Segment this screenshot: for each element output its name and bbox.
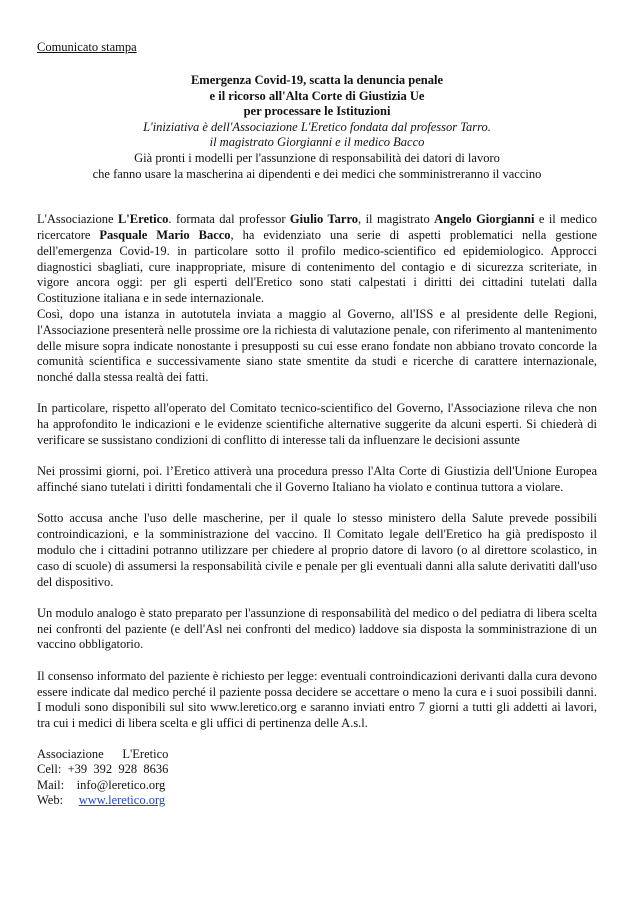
intro-text-4: e il medico ricercatore: [37, 212, 598, 242]
headline-line-3: per processare le Istituzioni: [243, 104, 391, 119]
paragraph-masks: Sotto accusa anche l'uso delle mascherine, per il quale lo stesso ministero della Salute prevede possibili controindicazioni, e la somministrazione del vaccino. Il Comitato legale dell'Eretico ha già predisposto il modulo che i cittadini potranno utilizzare per chiedere al proprio datore di lavoro (o al direttore scolastico, in caso di scuole) di assumersi la responsabilità civile e penale per gli eventuali danni alla salute derivatiti dall'uso del dispositivo.: [37, 511, 597, 589]
paragraph-consent: Il consenso informato del paziente è richiesto per legge: eventuali controindicazioni derivanti dalla cura devono essere indicate dal medico perché il paziente possa decidere se accettare o meno la cura e i suoi possibili danni. I moduli sono disponibili sul sito www.leretico.org e saranno inviati entro 7 giorni a tutti gli addetti ai lavori, tra cui i medici di libera scelta e gli uffici di pertinenza delle A.s.l.: [37, 668, 597, 731]
founder-name: Giulio Tarro: [289, 212, 359, 227]
paragraph-committee: In particolare, rispetto all'operato del Comitato tecnico-scientifico del Governo, l'Associazione rileva che non ha approfondito le indicazioni e le evidenze scientifiche alternative suggerite da alcuni esperti. Si chiederà di verificare se sussistano condizioni di conflitto di interesse tali da influenzare le decisioni assunte: [37, 401, 597, 448]
intro-text-3: , il magistrato: [358, 212, 435, 227]
contact-org-row: [37, 747, 597, 762]
association-name: L'Eretico: [117, 212, 169, 227]
magistrate-name: Angelo Giorgianni: [434, 212, 535, 227]
intro-text-5: , ha evidenziato una serie di aspetti problematici nella gestione dell'emergenza Covid-19. in particolare sotto il profilo medico-scientifico ed epidemiologico. Approcci diagnostici sbagliati, cure inappropriate, misure di contenimento del contagio e di sicurezza scriteriate, in vigore ancora oggi: per gli esperti dell'Eretico sono stati calpestati i diritti dei cittadini tutelati dalla Costituzione italiana e in sede internazionale.: [37, 227, 597, 306]
contact-web-row: [37, 793, 597, 808]
press-release-page: [37, 40, 597, 809]
headline-line-2: e il ricorso all'Alta Corte di Giustizia Ue: [209, 88, 425, 103]
subtitle-line-1: L'iniziativa è dell'Associazione L'Eretico fondata dal professor Tarro.: [143, 119, 491, 134]
contact-block: [37, 747, 597, 809]
subtitle-line-2: il magistrato Giorgianni e il medico Bacco: [209, 135, 425, 150]
summary-line-2: che fanno usare la mascherina ai dipendenti e dei medici che somministreranno il vaccino: [92, 166, 542, 181]
document-body: [37, 212, 597, 732]
document-header: [37, 73, 597, 182]
website-link[interactable]: www.leretico.org: [78, 793, 166, 808]
web-label: Web:: [37, 793, 64, 808]
contact-cell-row: [37, 762, 597, 777]
document-label: Comunicato stampa: [37, 40, 137, 54]
org-label: Associazione: [37, 746, 104, 761]
contact-mail-row: [37, 778, 597, 793]
intro-text-2: . formata dal professor: [168, 212, 290, 227]
paragraph-vaccine-form: Un modulo analogo è stato preparato per l'assunzione di responsabilità del medico o del pediatra di libera scelta nei confronti del paziente (e dell'Asl nei confronti del medico) laddove sia disposta la somministrazione di un vaccino obbligatorio.: [37, 605, 597, 652]
mail-label: Mail:: [37, 777, 65, 792]
summary-line-1: Già pronti i modelli per l'assunzione di responsabilità dei datori di lavoro: [134, 150, 500, 165]
paragraph-eu-court: Nei prossimi giorni, poi. l’Eretico attiverà una procedura presso l'Alta Corte di Giustizia dell'Unione Europea affinché siano tutelati i diritti fondamentali che il Governo Italiano ha violato e continua tuttora a violare.: [37, 464, 597, 495]
cell-label: Cell:: [37, 762, 62, 777]
headline-line-1: Emergenza Covid-19, scatta la denuncia penale: [190, 73, 444, 87]
intro-text-1: L'Associazione: [37, 212, 118, 227]
paragraph-intro: [37, 212, 597, 307]
mail-value: info@leretico.org: [76, 777, 166, 792]
cell-value: +39 392 928 8636: [67, 762, 169, 777]
org-name: L'Eretico: [122, 746, 169, 761]
doctor-name: Pasquale Mario Bacco: [99, 227, 231, 242]
paragraph-complaint: Così, dopo una istanza in autotutela inviata a maggio al Governo, all'ISS e al presidente delle Regioni, l'Associazione presenterà nelle prossime ore la richiesta di valutazione penale, con riferimento al mantenimento delle misure sopra indicate nonostante i presupposti su cui esse erano fondate non abbiano trovato concorde la comunità scientifica e successivamente siano state smentite da studi e ricerche di carattere internazionale, nonché dalla stessa realtà dei fatti.: [37, 306, 597, 385]
